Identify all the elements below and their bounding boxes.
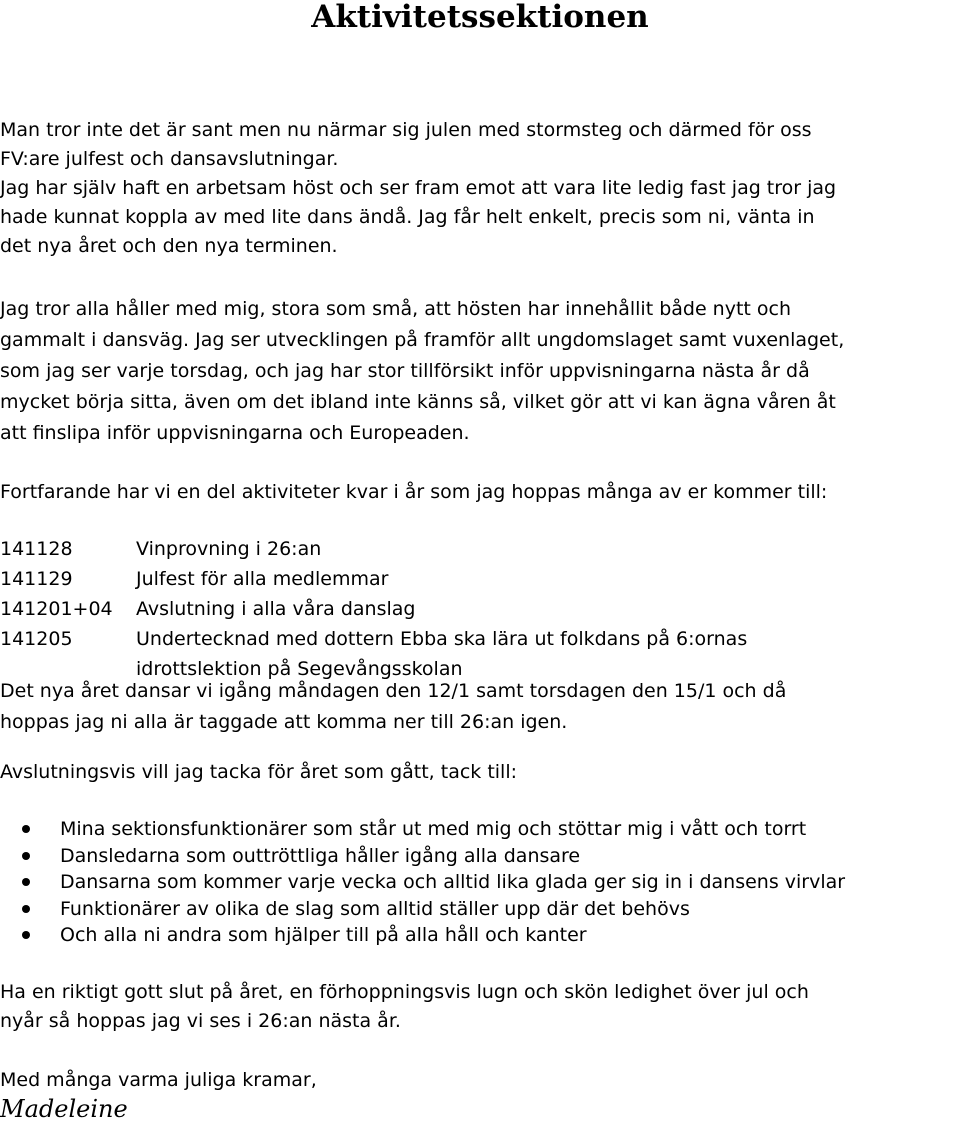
- closing-line: Med många varma juliga kramar,: [0, 1069, 317, 1091]
- remaining-activities-paragraph: Fortfarande har vi en del aktiviteter kvar i år som jag hoppas många av er kommer till:: [0, 481, 828, 503]
- bullet-icon: [22, 878, 30, 886]
- signature: Madeleine: [0, 1095, 128, 1123]
- schedule-row: [0, 564, 960, 594]
- bullet-icon: [22, 905, 30, 913]
- schedule-date: 141129: [0, 568, 73, 590]
- schedule-activity: Julfest för alla medlemmar: [136, 568, 389, 590]
- list-item-text: Funktionärer av olika de slag som alltid ställer upp där det behövs: [60, 897, 690, 920]
- list-item-text: Och alla ni andra som hjälper till på alla håll och kanter: [60, 924, 587, 946]
- bullet-icon: [22, 931, 30, 939]
- bullet-icon: [22, 825, 30, 833]
- list-item: [0, 843, 960, 870]
- autumn-paragraph: Jag tror alla håller med mig, stora som små, att hösten har innehållit både nytt och gammalt i dansväg. Jag ser utvecklingen på framför allt ungdomslaget samt vuxenlaget, som jag ser varje torsdag, och jag har stor tillförsikt inför uppvisningarna nästa år då mycket börja sitta, även om det ibland inte känns så, vilket gör att vi kan ägna våren åt att finslipa inför uppvisningarna och Europeaden.: [0, 298, 845, 444]
- bullet-icon: [22, 852, 30, 860]
- list-item: [0, 922, 960, 949]
- schedule-date: 141128: [0, 538, 73, 560]
- schedule-activity: Avslutning i alla våra danslag: [136, 598, 416, 620]
- activity-schedule: [0, 534, 960, 684]
- list-item: [0, 869, 960, 896]
- list-item-text: Mina sektionsfunktionärer som står ut med mig och stöttar mig i vått och torrt: [60, 818, 807, 840]
- schedule-row: [0, 534, 960, 564]
- schedule-date: 141205: [0, 628, 73, 650]
- schedule-row: [0, 594, 960, 624]
- schedule-activity: Undertecknad med dottern Ebba ska lära ut folkdans på 6:ornas idrottslektion på Segevångsskolan: [136, 628, 748, 680]
- list-item-text: Dansledarna som outtröttliga håller igång alla dansare: [60, 844, 581, 867]
- wishes-paragraph: Ha en riktigt gott slut på året, en förhoppningsvis lugn och skön ledighet över jul och nyår så hoppas jag vi ses i 26:an nästa år.: [0, 981, 809, 1032]
- thanks-intro: Avslutningsvis vill jag tacka för året som gått, tack till:: [0, 761, 518, 783]
- new-year-paragraph: Det nya året dansar vi igång måndagen den 12/1 samt torsdagen den 15/1 och då hoppas jag ni alla är taggade att komma ner till 26:an igen.: [0, 680, 787, 733]
- thanks-list: [0, 816, 960, 949]
- schedule-row: [0, 624, 960, 684]
- intro-paragraph: Man tror inte det är sant men nu närmar sig julen med stormsteg och därmed för oss FV:are julfest och dansavslutningar. Jag har själv haft en arbetsam höst och ser fram emot att vara lite ledig fast jag tror jag hade kunnat koppla av med lite dans ändå. Jag får helt enkelt, precis som ni, vänta in det nya året och den nya terminen.: [0, 119, 837, 257]
- page-title: Aktivitetssektionen: [311, 0, 649, 35]
- list-item-text: Dansarna som kommer varje vecka och alltid lika glada ger sig in i dansens virvlar: [60, 871, 846, 893]
- schedule-activity: Vinprovning i 26:an: [136, 538, 322, 560]
- list-item: [0, 816, 960, 843]
- list-item: [0, 896, 960, 923]
- schedule-date: 141201+04: [0, 598, 113, 620]
